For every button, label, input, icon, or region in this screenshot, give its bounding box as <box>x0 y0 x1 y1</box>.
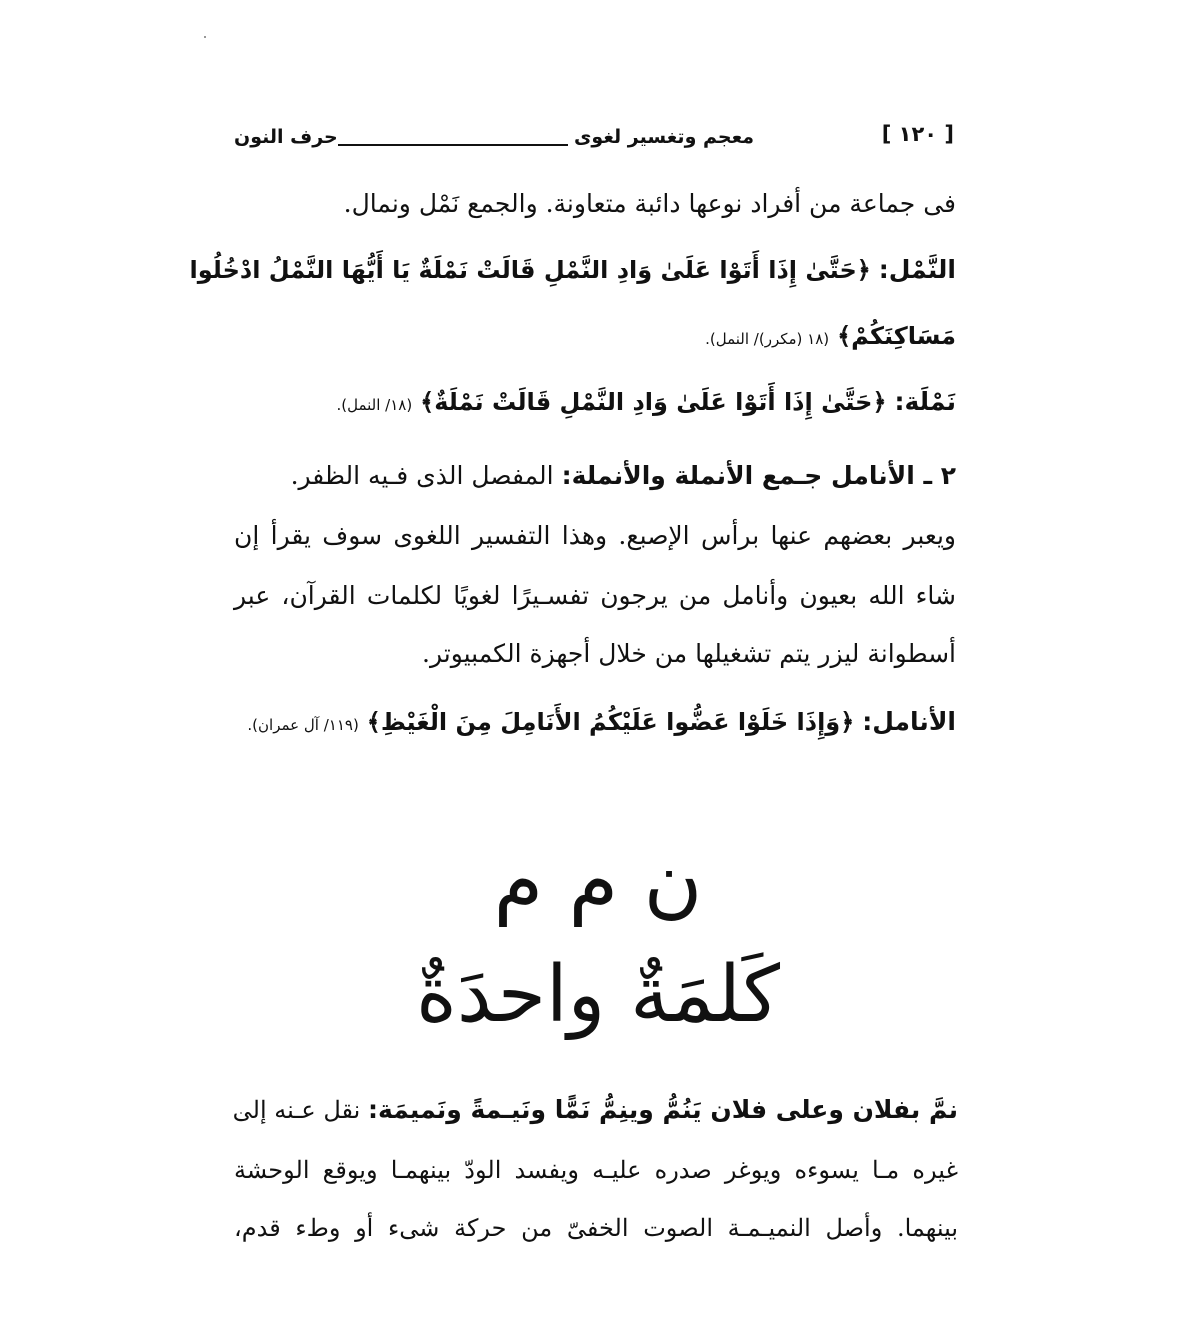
entry-anamil-heading: ٢ ـ الأنامل جـمع الأنملة والأنملة: المفصل الذى فـيه الظفر. <box>290 461 956 490</box>
entry-term: ٢ ـ الأنامل جـمع الأنملة والأنملة: <box>561 461 956 490</box>
entry-term: نَمْلَة: <box>894 387 956 416</box>
word-count-heading: كَلمَةٌ واحدَةٌ <box>415 950 781 1040</box>
scan-speck <box>204 36 206 38</box>
entry-term: الأنامل: <box>862 707 956 736</box>
verse-reference: (١٨ (مكرر)/ النمل). <box>705 330 830 348</box>
root-paragraph-line2: غيره مـا يسوءه ويوغر صدره عليـه ويفسد الودّ بينهمـا ويوقع الوحشة <box>234 1156 958 1184</box>
root-letters-heading: ن م م <box>493 834 703 927</box>
page-number: [ ١٢٠ ] <box>881 122 954 146</box>
header-rule <box>338 144 568 146</box>
intro-line: فى جماعة من أفراد نوعها دائبة متعاونة. والجمع نَمْل ونمال. <box>343 189 956 218</box>
paragraph-line: ويعبر بعضهم عنها برأس الإصبع. وهذا التفسير اللغوى سوف يقرأ إن <box>234 521 956 550</box>
section-title: حرف النون <box>234 126 338 148</box>
running-header <box>234 122 958 158</box>
root-paragraph-line1: نمَّ بفلان وعلى فلان يَنُمُّ وينِمُّ نَمًّا ونَيـمةً ونَميمَة: نقل عـنه إلى <box>232 1095 958 1124</box>
quran-verse: ﴿حَتَّىٰ إِذَا أَتَوْا عَلَىٰ وَادِ النَّمْلِ قَالَتْ نَمْلَةٌ يَا أَيُّهَا النَّمْلُ ادْخُلُوا <box>189 256 871 284</box>
entry-namal-line2 <box>705 318 956 357</box>
quran-verse: مَسَاكِنَكُمْ﴾ <box>837 322 956 350</box>
verse-reference: (١٨/ النمل). <box>336 396 413 414</box>
book-title: معجم وتغسير لغوى <box>574 126 755 148</box>
paragraph-line: شاء الله بعيون وأنامل من يرجون تفسـيرًا لغويًا لكلمات القرآن، عبر <box>234 581 956 610</box>
entry-term: النَّمْل: <box>878 255 956 284</box>
paragraph-line: أسطوانة ليزر يتم تشغيلها من خلال أجهزة الكمبيوتر. <box>422 639 956 668</box>
entry-namla <box>336 384 956 423</box>
entry-namal-line1 <box>189 252 956 288</box>
verse-reference: (١١٩/ آل عمران). <box>247 716 359 734</box>
entry-anamil-verse <box>247 704 956 743</box>
quran-verse: ﴿وَإِذَا خَلَوْا عَضُّوا عَلَيْكُمُ الأَنَامِلَ مِنَ الْغَيْظِ﴾ <box>366 708 855 736</box>
entry-term: نمَّ بفلان وعلى فلان يَنُمُّ وينِمُّ نَمًّا ونَيـمةً ونَميمَة: <box>367 1095 958 1124</box>
quran-verse: ﴿حَتَّىٰ إِذَا أَتَوْا عَلَىٰ وَادِ النَّمْلِ قَالَتْ نَمْلَةٌ﴾ <box>420 388 887 416</box>
root-paragraph-line3: بينهما. وأصل النميـمـة الصوت الخفىّ من حركة شىء أو وطء قدم، <box>234 1214 958 1242</box>
